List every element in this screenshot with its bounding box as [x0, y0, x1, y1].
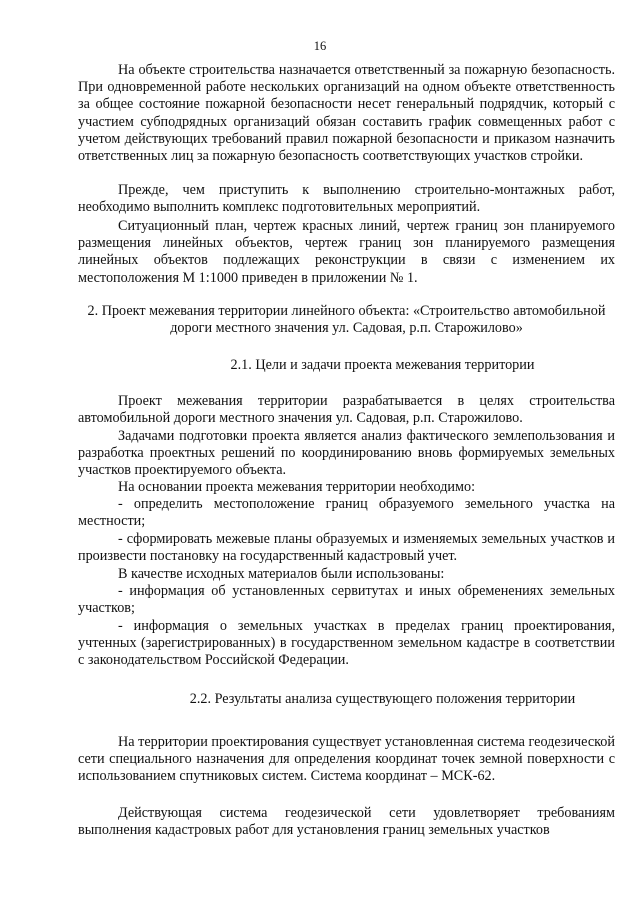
paragraph-source-materials: В качестве исходных материалов были использованы: — [118, 566, 445, 582]
list-item-form-plans: - сформировать межевые планы образуемых и изменяемых земельных участков и произвести постановку на государственный кадастровый учет. — [78, 531, 615, 565]
paragraph-necessary: На основании проекта межевания территории необходимо: — [118, 479, 476, 495]
section-2-heading: 2. Проект межевания территории линейного объекта: «Строительство автомобильной дороги местного значения ул. Садовая, р.п. Старожилово» — [87, 303, 606, 337]
paragraph-fire-safety: На объекте строительства назначается ответственный за пожарную безопасность. При одновременной работе нескольких организаций на одном объекте ответственность за общее состояние пожарной безопасности несет генеральный подрядчик, который с участием субподрядных организаций обязан составить график совмещенных работ с учетом действующих требований правил пожарной безопасности и приказом назначить ответственных лиц за пожарную безопасность соответствующих участков стройки. — [78, 62, 615, 165]
section-2-1-heading: 2.1. Цели и задачи проекта межевания территории — [230, 357, 535, 373]
list-item-determine: - определить местоположение границ образуемого земельного участка на местности; — [78, 496, 615, 530]
paragraph-purpose: Проект межевания территории разрабатывается в целях строительства автомобильной дороги местного значения ул. Садовая, р.п. Старожилово. — [78, 393, 615, 427]
paragraph-preparation: Прежде, чем приступить к выполнению строительно-монтажных работ, необходимо выполнить комплекс подготовительных мероприятий. — [78, 182, 615, 216]
paragraph-network-requirements: Действующая система геодезической сети удовлетворяет требованиям выполнения кадастровых работ для установления границ земельных участков — [78, 805, 615, 839]
section-2-2-heading: 2.2. Результаты анализа существующего положения территории — [189, 691, 576, 707]
list-item-land-plots: - информация о земельных участках в пределах границ проектирования, учтенных (зарегистрированных) в государственном земельном кадастре в соответствии с законодательством Российской Федерации. — [78, 618, 615, 669]
paragraph-tasks: Задачами подготовки проекта является анализ фактического землепользования и разработка проектных решений по координированию вновь формируемых земельных участков проектируемого объекта. — [78, 428, 615, 479]
list-item-servitudes: - информация об установленных сервитутах и иных обременениях земельных участков; — [78, 583, 615, 617]
paragraph-geodetic-network: На территории проектирования существует установленная система геодезической сети специального назначения для определения координат точек земной поверхности с использованием спутниковых систем. Система координат – МСК-62. — [78, 734, 615, 785]
paragraph-situation-plan: Ситуационный план, чертеж красных линий, чертеж границ зон планируемого размещения линейных объектов, чертеж границ зон планируемого размещения линейных объектов подлежащих реконструкции в связи с изменением их местоположения М 1:1000 приведен в приложении № 1. — [78, 218, 615, 286]
page-number: 16 — [313, 39, 327, 53]
